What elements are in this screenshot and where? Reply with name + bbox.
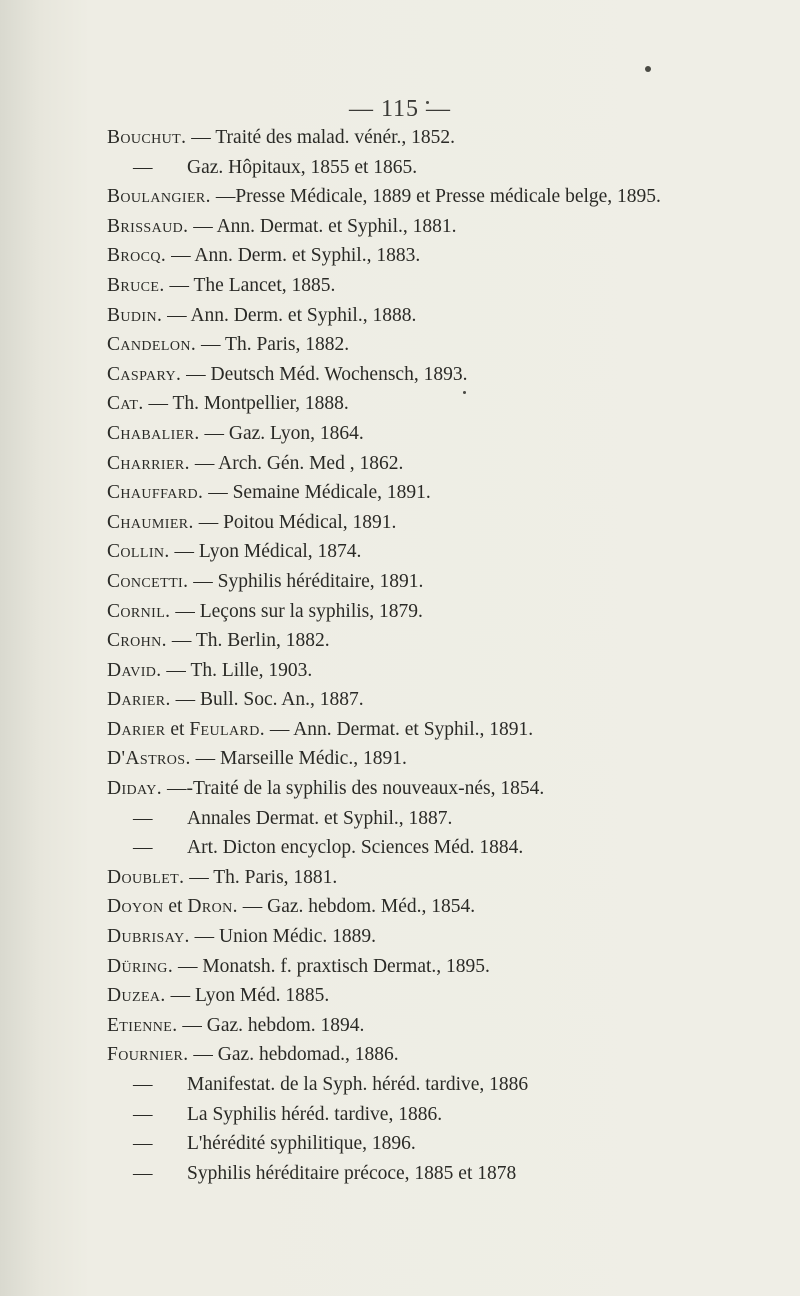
bibliography-entry-continuation — [107, 1159, 797, 1189]
bibliography-entry — [107, 685, 797, 715]
reference-text: — Lyon Médical, 1874. — [169, 541, 362, 563]
reference-text: — Leçons sur la syphilis, 1879. — [170, 600, 423, 622]
reference-text: — Arch. Gén. Med , 1862. — [189, 452, 404, 474]
reference-text: — Semaine Médicale, 1891. — [203, 482, 431, 504]
bibliography-entry-continuation — [107, 1070, 797, 1100]
ditto-dash: — — [133, 1133, 153, 1155]
bibliography-list — [107, 123, 797, 1188]
reference-text: — Lyon Méd. 1885. — [165, 985, 330, 1007]
bibliography-entry — [107, 537, 797, 567]
author-name: Caspary. — [107, 363, 182, 385]
bibliography-entry-continuation — [107, 1129, 797, 1159]
reference-text: — Th. Lille, 1903. — [161, 659, 313, 681]
conjunction: et — [163, 896, 188, 918]
bibliography-entry — [107, 1011, 797, 1041]
author-name: Darier — [107, 718, 166, 740]
author-name: Doyon — [107, 896, 164, 918]
conjunction: et — [165, 718, 190, 740]
author-name: Collin. — [107, 541, 170, 563]
bibliography-entry — [107, 981, 797, 1011]
ink-speck — [645, 66, 651, 72]
author-name: David. — [107, 659, 162, 681]
bibliography-entry — [107, 271, 797, 301]
reference-text: — The Lancet, 1885. — [164, 274, 336, 296]
bibliography-entry — [107, 892, 797, 922]
reference-text: La Syphilis héréd. tardive, 1886. — [187, 1103, 443, 1125]
bibliography-entry — [107, 597, 797, 627]
author-name: Brocq. — [107, 245, 167, 267]
reference-text: — Ann. Derm. et Syphil., 1888. — [162, 304, 417, 326]
bibliography-entry-continuation — [107, 833, 797, 863]
bibliography-entry — [107, 389, 797, 419]
ditto-dash: — — [133, 1103, 153, 1125]
reference-text: L'hérédité syphilitique, 1896. — [187, 1133, 416, 1155]
reference-text: —Presse Médicale, 1889 et Presse médicale belge, 1895. — [210, 186, 661, 208]
reference-text: — Ann. Dermat. et Syphil., 1881. — [188, 215, 457, 237]
bibliography-entry — [107, 715, 797, 745]
bibliography-entry — [107, 922, 797, 952]
bibliography-entry — [107, 360, 797, 390]
bibliography-entry — [107, 656, 797, 686]
author-name: Bruce. — [107, 274, 165, 296]
bibliography-entry — [107, 1040, 797, 1070]
author-name: Düring. — [107, 955, 174, 977]
bibliography-entry — [107, 567, 797, 597]
reference-text: Annales Dermat. et Syphil., 1887. — [187, 807, 453, 829]
author-name: Candelon. — [107, 334, 197, 356]
bibliography-entry — [107, 182, 797, 212]
reference-text: Manifestat. de la Syph. héréd. tardive, 1886 — [187, 1074, 529, 1095]
reference-text: — Gaz. hebdom. 1894. — [177, 1014, 365, 1036]
reference-text: Art. Dicton encyclop. Sciences Méd. 1884. — [187, 837, 524, 859]
bibliography-entry-continuation — [107, 1100, 797, 1130]
page-number: — 115 — — [348, 96, 452, 122]
bibliography-entry — [107, 241, 797, 271]
bibliography-entry — [107, 863, 797, 893]
author-name: Brissaud. — [107, 215, 189, 237]
author-name: Bouchut. — [107, 127, 187, 148]
bibliography-entry — [107, 508, 797, 538]
reference-text: — Ann. Dermat. et Syphil., 1891. — [265, 718, 534, 740]
reference-text: — Th. Paris, 1881. — [184, 866, 338, 888]
reference-text: Gaz. Hôpitaux, 1855 et 1865. — [187, 156, 418, 178]
author-name: Darier. — [107, 689, 171, 711]
author-name: Crohn. — [107, 630, 167, 652]
reference-text: — Th. Paris, 1882. — [196, 334, 350, 356]
reference-text: — Th. Montpellier, 1888. — [143, 393, 349, 415]
bibliography-entry — [107, 626, 797, 656]
reference-text: — Th. Berlin, 1882. — [166, 630, 330, 652]
author-name: Chauffard. — [107, 482, 204, 504]
reference-text: — Gaz. hebdomad., 1886. — [188, 1044, 399, 1066]
reference-text: —-Traité de la syphilis des nouveaux-nés, 1854. — [162, 778, 545, 800]
ditto-dash: — — [133, 156, 153, 178]
reference-text: — Gaz. Lyon, 1864. — [199, 422, 364, 444]
author-name: Chaumier. — [107, 511, 194, 533]
ditto-dash: — — [133, 1162, 153, 1184]
bibliography-entry-continuation — [107, 153, 797, 183]
reference-text: — Bull. Soc. An., 1887. — [170, 689, 364, 711]
author-name: Fournier. — [107, 1044, 189, 1066]
reference-text: — Monatsh. f. praxtisch Dermat., 1895. — [173, 955, 490, 977]
author-name: Diday. — [107, 778, 163, 800]
bibliography-entry — [107, 123, 797, 153]
bibliography-entry — [107, 744, 797, 774]
author-name: Etienne. — [107, 1014, 178, 1036]
author-name: Charrier. — [107, 452, 190, 474]
bibliography-entry — [107, 478, 797, 508]
bibliography-entry — [107, 419, 797, 449]
bibliography-entry — [107, 952, 797, 982]
reference-text: — Traité des malad. vénér., 1852. — [186, 127, 456, 148]
author-name: Concetti. — [107, 570, 189, 592]
ditto-dash: — — [133, 837, 153, 859]
author-name: Boulangier. — [107, 186, 211, 208]
bibliography-entry — [107, 774, 797, 804]
author-name: Cat. — [107, 393, 144, 415]
reference-text: Syphilis héréditaire précoce, 1885 et 1878 — [187, 1162, 517, 1184]
author-name: Doublet. — [107, 866, 185, 888]
bibliography-entry-continuation — [107, 804, 797, 834]
author-name: Duzea. — [107, 985, 166, 1007]
author-name: Dubrisay. — [107, 926, 190, 948]
co-author-name: Dron. — [187, 896, 238, 918]
author-name: D'Astros. — [107, 748, 191, 770]
reference-text: — Union Médic. 1889. — [189, 926, 377, 948]
author-name: Cornil. — [107, 600, 171, 622]
author-name: Chabalier. — [107, 422, 200, 444]
reference-text: — Marseille Médic., 1891. — [190, 748, 407, 770]
ditto-dash: — — [133, 1074, 153, 1095]
reference-text: — Ann. Derm. et Syphil., 1883. — [166, 245, 421, 267]
bibliography-entry — [107, 301, 797, 331]
bibliography-entry — [107, 212, 797, 242]
reference-text: — Deutsch Méd. Wochensch, 1893. — [181, 363, 468, 385]
bibliography-entry — [107, 449, 797, 479]
reference-text: — Gaz. hebdom. Méd., 1854. — [237, 896, 476, 918]
bibliography-entry — [107, 330, 797, 360]
ditto-dash: — — [133, 807, 153, 829]
co-author-name: Feulard. — [189, 718, 266, 740]
reference-text: — Poitou Médical, 1891. — [193, 511, 397, 533]
reference-text: — Syphilis héréditaire, 1891. — [188, 570, 424, 592]
author-name: Budin. — [107, 304, 163, 326]
